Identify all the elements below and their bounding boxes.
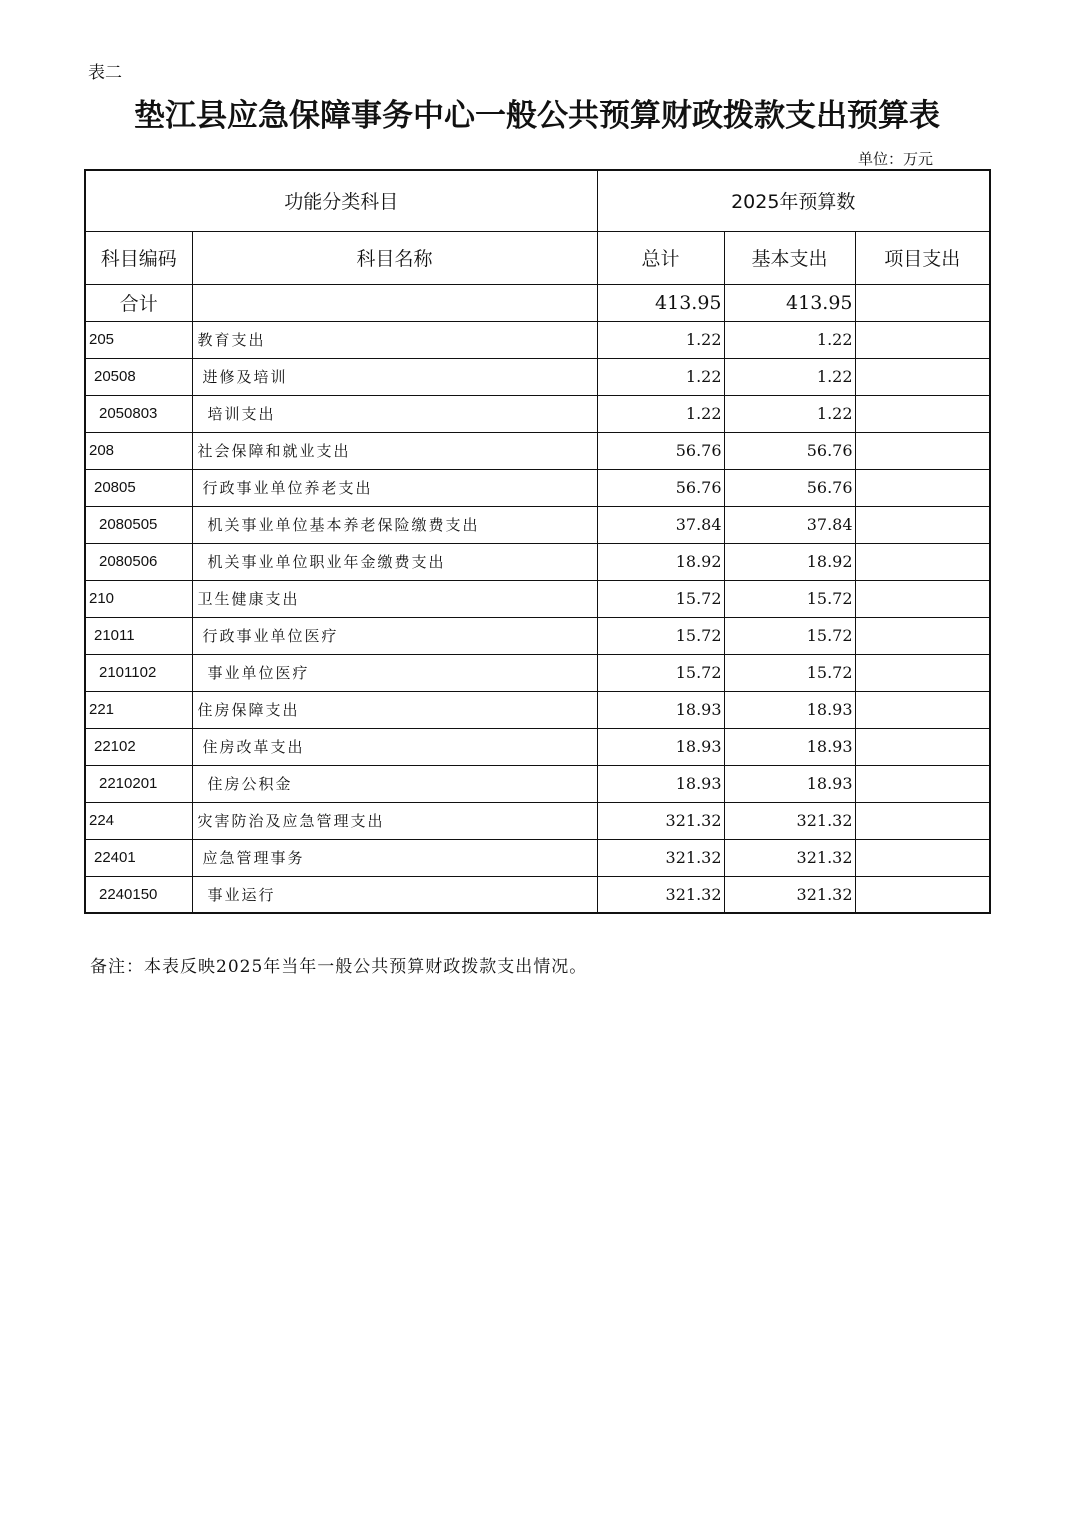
column-header-row	[85, 231, 990, 284]
total-column-header: 总计	[597, 231, 724, 284]
basic-amount-cell: 18.93	[724, 765, 855, 802]
subject-code-cell: 2240150	[85, 876, 192, 913]
basic-amount-cell: 56.76	[724, 432, 855, 469]
basic-amount-cell: 1.22	[724, 321, 855, 358]
functional-classification-header: 功能分类科目	[85, 170, 597, 231]
total-amount-cell: 321.32	[597, 839, 724, 876]
project-amount-cell	[855, 321, 990, 358]
subject-name-cell: 住房保障支出	[192, 691, 597, 728]
table-row	[85, 654, 990, 691]
table-row	[85, 802, 990, 839]
subject-code-cell: 2101102	[85, 654, 192, 691]
total-amount: 413.95	[597, 284, 724, 321]
project-amount-cell	[855, 802, 990, 839]
total-amount-cell: 1.22	[597, 358, 724, 395]
total-project-amount	[855, 284, 990, 321]
project-amount-cell	[855, 580, 990, 617]
table-row	[85, 728, 990, 765]
table-row	[85, 469, 990, 506]
subject-name-cell: 行政事业单位养老支出	[192, 469, 597, 506]
total-basic-amount: 413.95	[724, 284, 855, 321]
subject-name-cell: 应急管理事务	[192, 839, 597, 876]
basic-amount-cell: 321.32	[724, 839, 855, 876]
code-column-header: 科目编码	[85, 231, 192, 284]
basic-amount-cell: 1.22	[724, 358, 855, 395]
total-amount-cell: 56.76	[597, 469, 724, 506]
total-amount-cell: 1.22	[597, 321, 724, 358]
basic-amount-cell: 321.32	[724, 802, 855, 839]
subject-code-cell: 20805	[85, 469, 192, 506]
table-row	[85, 543, 990, 580]
subject-code-cell: 221	[85, 691, 192, 728]
subject-code-cell: 2080505	[85, 506, 192, 543]
total-amount-cell: 18.92	[597, 543, 724, 580]
subject-code-cell: 22401	[85, 839, 192, 876]
subject-code-cell: 21011	[85, 617, 192, 654]
budget-year-header: 2025年预算数	[597, 170, 990, 231]
table-row	[85, 395, 990, 432]
basic-amount-cell: 37.84	[724, 506, 855, 543]
total-amount-cell: 18.93	[597, 691, 724, 728]
project-amount-cell	[855, 358, 990, 395]
basic-amount-cell: 15.72	[724, 580, 855, 617]
subject-name-cell: 行政事业单位医疗	[192, 617, 597, 654]
subject-code-cell: 2210201	[85, 765, 192, 802]
table-row	[85, 432, 990, 469]
basic-amount-cell: 15.72	[724, 654, 855, 691]
project-amount-cell	[855, 506, 990, 543]
basic-amount-cell: 15.72	[724, 617, 855, 654]
subject-name-cell: 机关事业单位职业年金缴费支出	[192, 543, 597, 580]
subject-code-cell: 205	[85, 321, 192, 358]
budget-table	[84, 169, 991, 914]
total-amount-cell: 18.93	[597, 765, 724, 802]
subject-name-cell: 培训支出	[192, 395, 597, 432]
subject-name-cell: 社会保障和就业支出	[192, 432, 597, 469]
basic-amount-cell: 18.93	[724, 728, 855, 765]
project-amount-cell	[855, 728, 990, 765]
basic-amount-cell: 18.93	[724, 691, 855, 728]
basic-amount-cell: 18.92	[724, 543, 855, 580]
subject-code-cell: 22102	[85, 728, 192, 765]
subject-name-cell: 住房改革支出	[192, 728, 597, 765]
table-row	[85, 876, 990, 913]
subject-name-cell: 进修及培训	[192, 358, 597, 395]
subject-code-cell: 2050803	[85, 395, 192, 432]
page-title: 垫江县应急保障事务中心一般公共预算财政拨款支出预算表	[134, 98, 940, 134]
subject-code-cell: 2080506	[85, 543, 192, 580]
total-amount-cell: 56.76	[597, 432, 724, 469]
project-amount-cell	[855, 654, 990, 691]
project-amount-cell	[855, 617, 990, 654]
table-row	[85, 617, 990, 654]
project-amount-cell	[855, 432, 990, 469]
total-amount-cell: 18.93	[597, 728, 724, 765]
table-row	[85, 691, 990, 728]
table-row	[85, 765, 990, 802]
name-column-header: 科目名称	[192, 231, 597, 284]
basic-amount-cell: 1.22	[724, 395, 855, 432]
total-amount-cell: 321.32	[597, 876, 724, 913]
table-row	[85, 321, 990, 358]
project-amount-cell	[855, 469, 990, 506]
total-amount-cell: 37.84	[597, 506, 724, 543]
table-label: 表二	[88, 63, 122, 83]
table-row	[85, 506, 990, 543]
basic-amount-cell: 56.76	[724, 469, 855, 506]
total-amount-cell: 15.72	[597, 654, 724, 691]
project-amount-cell	[855, 765, 990, 802]
total-amount-cell: 15.72	[597, 580, 724, 617]
unit-label: 单位：万元	[858, 150, 934, 168]
footnote: 备注：本表反映2025年当年一般公共预算财政拨款支出情况。	[90, 957, 588, 977]
subject-name-cell: 灾害防治及应急管理支出	[192, 802, 597, 839]
subject-code-cell: 20508	[85, 358, 192, 395]
table-row	[85, 839, 990, 876]
subject-name-cell: 卫生健康支出	[192, 580, 597, 617]
table-row	[85, 580, 990, 617]
subject-name-cell: 教育支出	[192, 321, 597, 358]
basic-amount-cell: 321.32	[724, 876, 855, 913]
group-header-row	[85, 170, 990, 231]
subject-name-cell: 机关事业单位基本养老保险缴费支出	[192, 506, 597, 543]
project-amount-cell	[855, 543, 990, 580]
total-amount-cell: 321.32	[597, 802, 724, 839]
subject-name-cell: 住房公积金	[192, 765, 597, 802]
project-column-header: 项目支出	[855, 231, 990, 284]
total-label: 合计	[85, 284, 192, 321]
table-row	[85, 358, 990, 395]
project-amount-cell	[855, 839, 990, 876]
subject-code-cell: 208	[85, 432, 192, 469]
subject-code-cell: 210	[85, 580, 192, 617]
subject-code-cell: 224	[85, 802, 192, 839]
subject-name-cell: 事业单位医疗	[192, 654, 597, 691]
project-amount-cell	[855, 395, 990, 432]
subject-name-cell: 事业运行	[192, 876, 597, 913]
project-amount-cell	[855, 691, 990, 728]
total-row	[85, 284, 990, 321]
total-amount-cell: 15.72	[597, 617, 724, 654]
total-name-cell	[192, 284, 597, 321]
project-amount-cell	[855, 876, 990, 913]
basic-column-header: 基本支出	[724, 231, 855, 284]
total-amount-cell: 1.22	[597, 395, 724, 432]
